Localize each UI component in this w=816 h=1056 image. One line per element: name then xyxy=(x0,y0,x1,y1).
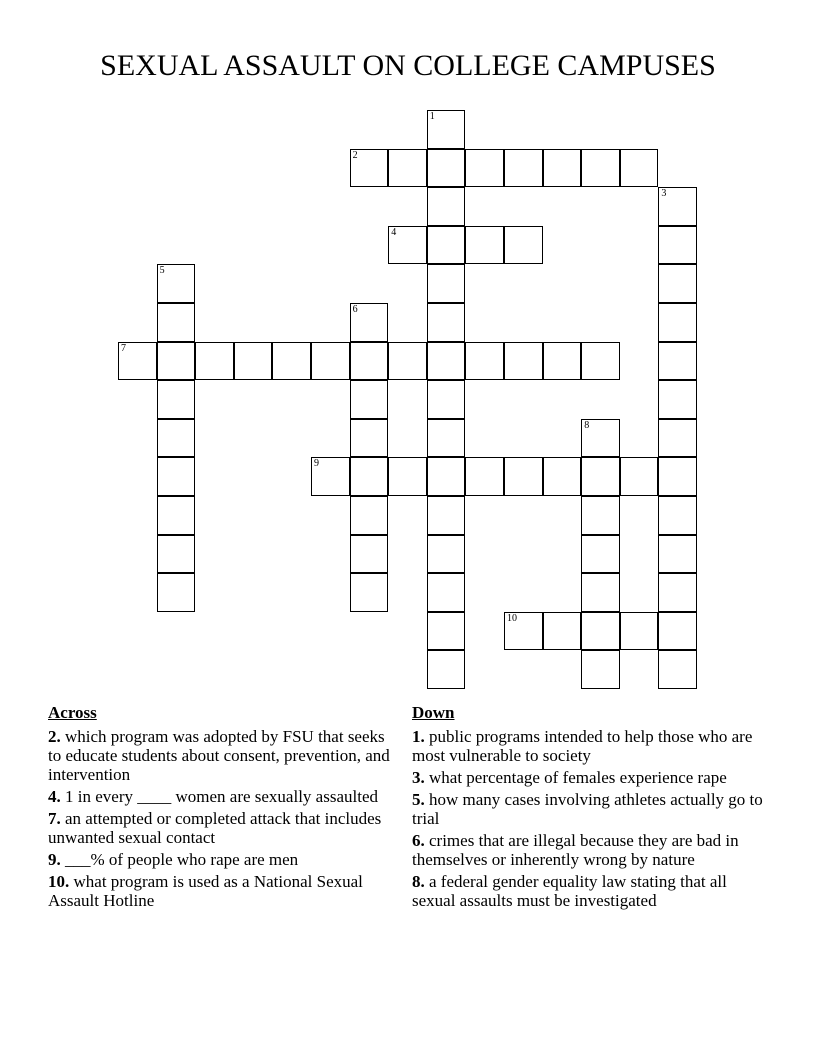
cell-number: 6 xyxy=(352,304,358,315)
clue-text: what percentage of females experience rape xyxy=(429,768,727,787)
cell-number: 2 xyxy=(352,149,358,161)
grid-cell[interactable] xyxy=(157,535,196,574)
grid-cell[interactable] xyxy=(658,264,697,303)
grid-cell[interactable] xyxy=(427,380,466,419)
grid-cell[interactable] xyxy=(427,535,466,574)
grid-cell[interactable] xyxy=(157,496,196,535)
grid-cell[interactable] xyxy=(311,457,350,496)
grid-cell[interactable] xyxy=(427,342,466,381)
grid-cell[interactable] xyxy=(504,149,543,188)
grid-cell[interactable] xyxy=(620,457,659,496)
grid-cell[interactable] xyxy=(581,496,620,535)
grid-cell[interactable] xyxy=(658,187,697,226)
down-clues xyxy=(412,703,772,913)
down-clue-3 xyxy=(412,768,772,787)
grid-cell[interactable] xyxy=(427,149,466,188)
down-clue-8 xyxy=(412,872,772,910)
down-heading: Down xyxy=(412,703,455,722)
grid-cell[interactable] xyxy=(157,457,196,496)
grid-cell[interactable] xyxy=(427,573,466,612)
grid-cell[interactable] xyxy=(620,612,659,651)
grid-cell[interactable] xyxy=(427,264,466,303)
grid-cell[interactable] xyxy=(157,573,196,612)
grid-cell[interactable] xyxy=(465,342,504,381)
grid-cell[interactable] xyxy=(311,342,350,381)
cell-number: 3 xyxy=(661,188,667,200)
clue-number: 8. xyxy=(412,872,425,891)
clue-text: how many cases involving athletes actually go to trial xyxy=(412,790,763,828)
grid-cell[interactable] xyxy=(658,342,697,381)
grid-cell[interactable] xyxy=(581,573,620,612)
clue-number: 9. xyxy=(48,850,61,869)
clue-number: 4. xyxy=(48,787,61,806)
grid-cell[interactable] xyxy=(427,612,466,651)
clue-text: what program is used as a National Sexual Assault Hotline xyxy=(48,872,363,910)
clue-number: 10. xyxy=(48,872,70,891)
grid-cell[interactable] xyxy=(504,612,543,651)
grid-cell[interactable] xyxy=(157,380,196,419)
clue-number: 5. xyxy=(412,790,425,809)
grid-cell[interactable] xyxy=(427,187,466,226)
grid-cell[interactable] xyxy=(388,149,427,188)
grid-cell[interactable] xyxy=(272,342,311,381)
grid-cell[interactable] xyxy=(350,535,389,574)
grid-cell[interactable] xyxy=(157,342,196,381)
cell-number: 5 xyxy=(159,265,165,277)
clue-number: 2. xyxy=(48,727,61,746)
clue-text: a federal gender equality law stating that all sexual assaults must be investigated xyxy=(412,872,727,910)
grid-cell[interactable] xyxy=(388,342,427,381)
across-clue-9 xyxy=(48,850,398,869)
grid-cell[interactable] xyxy=(581,457,620,496)
grid-cell[interactable] xyxy=(350,457,389,496)
cell-number: 9 xyxy=(314,458,319,470)
grid-cell[interactable] xyxy=(350,303,389,342)
across-heading: Across xyxy=(48,703,97,722)
grid-cell[interactable] xyxy=(427,650,466,689)
clue-text: which program was adopted by FSU that seeks to educate students about consent, prevention, and intervention xyxy=(48,727,390,784)
clue-text: 1 in every ____ women are sexually assaulted xyxy=(65,787,378,806)
grid-cell[interactable] xyxy=(350,419,389,458)
grid-cell[interactable] xyxy=(504,457,543,496)
grid-cell[interactable] xyxy=(427,457,466,496)
grid-cell[interactable] xyxy=(543,342,582,381)
across-clue-10 xyxy=(48,872,398,910)
grid-cell[interactable] xyxy=(427,419,466,458)
cell-number: 1 xyxy=(429,111,435,122)
down-clue-1 xyxy=(412,727,772,765)
across-clue-7 xyxy=(48,809,398,847)
grid-cell[interactable] xyxy=(118,342,157,381)
across-clues xyxy=(48,703,398,913)
grid-cell[interactable] xyxy=(504,342,543,381)
grid-cell[interactable] xyxy=(658,419,697,458)
grid-cell[interactable] xyxy=(581,650,620,689)
clue-text: public programs intended to help those who are most vulnerable to society xyxy=(412,727,753,765)
grid-cell[interactable] xyxy=(157,303,196,342)
clue-text: an attempted or completed attack that includes unwanted sexual contact xyxy=(48,809,382,847)
grid-cell[interactable] xyxy=(427,110,466,149)
grid-cell[interactable] xyxy=(581,612,620,651)
grid-cell[interactable] xyxy=(234,342,273,381)
clue-number: 6. xyxy=(412,831,425,850)
grid-cell[interactable] xyxy=(620,149,659,188)
grid-cell[interactable] xyxy=(658,226,697,265)
grid-cell[interactable] xyxy=(581,149,620,188)
clue-number: 3. xyxy=(412,768,425,787)
grid-cell[interactable] xyxy=(350,496,389,535)
grid-cell[interactable] xyxy=(195,342,234,381)
grid-cell[interactable] xyxy=(157,419,196,458)
grid-cell[interactable] xyxy=(465,226,504,265)
cell-number: 7 xyxy=(121,342,126,354)
grid-cell[interactable] xyxy=(465,457,504,496)
grid-cell[interactable] xyxy=(388,226,427,265)
down-clue-5 xyxy=(412,790,772,828)
grid-cell[interactable] xyxy=(581,535,620,574)
clue-text: crimes that are illegal because they are bad in themselves or inherently wrong by nature xyxy=(412,831,739,869)
grid-cell[interactable] xyxy=(427,496,466,535)
grid-cell[interactable] xyxy=(504,226,543,265)
grid-cell[interactable] xyxy=(658,496,697,535)
grid-cell[interactable] xyxy=(658,650,697,689)
grid-cell[interactable] xyxy=(658,573,697,612)
grid-cell[interactable] xyxy=(658,457,697,496)
grid-cell[interactable] xyxy=(581,342,620,381)
grid-cell[interactable] xyxy=(427,226,466,265)
grid-cell[interactable] xyxy=(658,535,697,574)
grid-cell[interactable] xyxy=(350,380,389,419)
clue-text: ___% of people who rape are men xyxy=(65,850,299,869)
grid-cell[interactable] xyxy=(465,149,504,188)
clue-number: 7. xyxy=(48,809,61,828)
across-clue-2 xyxy=(48,727,398,784)
grid-cell[interactable] xyxy=(543,149,582,188)
grid-cell[interactable] xyxy=(427,303,466,342)
clue-number: 1. xyxy=(412,727,425,746)
grid-cell[interactable] xyxy=(350,342,389,381)
grid-cell[interactable] xyxy=(543,457,582,496)
grid-cell[interactable] xyxy=(157,264,196,303)
grid-cell[interactable] xyxy=(350,573,389,612)
grid-cell[interactable] xyxy=(658,380,697,419)
grid-cell[interactable] xyxy=(350,149,389,188)
page-title: SEXUAL ASSAULT ON COLLEGE CAMPUSES xyxy=(100,49,716,82)
grid-cell[interactable] xyxy=(581,419,620,458)
grid-cell[interactable] xyxy=(388,457,427,496)
grid-cell[interactable] xyxy=(543,612,582,651)
grid-cell[interactable] xyxy=(658,612,697,651)
down-clue-6 xyxy=(412,831,772,869)
cell-number: 8 xyxy=(584,419,590,431)
cell-number: 10 xyxy=(507,612,517,624)
across-clue-4 xyxy=(48,787,398,806)
cell-number: 4 xyxy=(391,226,397,238)
grid-cell[interactable] xyxy=(658,303,697,342)
